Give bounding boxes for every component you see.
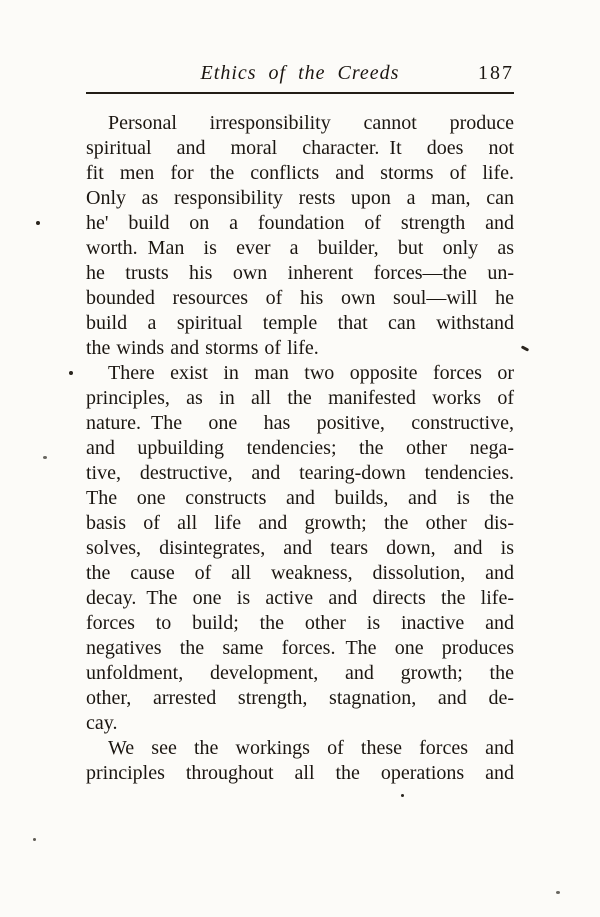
text-line: negatives the same forces. The one produces [86,637,514,659]
text-line: spiritual and moral character. It does not [86,137,514,159]
scan-speck [43,456,47,459]
scan-speck [69,371,73,375]
text-line: cay. [86,712,118,734]
text-line: nature. The one has positive, constructive, [86,412,514,434]
text-line: worth. Man is ever a builder, but only as [86,237,514,259]
text-line: unfoldment, development, and growth; the [86,662,514,684]
scan-speck [521,345,529,351]
text-line: other, arrested strength, stagnation, and de- [86,687,514,709]
text-line: he trusts his own inherent forces—the un- [86,262,514,284]
text-line: decay. The one is active and directs the life- [86,587,514,609]
text-column [86,62,514,786]
chapter-title: Ethics of the Creeds [200,62,400,84]
text-line: the winds and storms of life. [86,337,319,359]
text-line: fit men for the conflicts and storms of life. [86,162,514,184]
text-line: basis of all life and growth; the other dis- [86,512,514,534]
paragraph [86,361,514,736]
text-line: solves, disintegrates, and tears down, and is [86,537,514,559]
text-line: forces to build; the other is inactive and [86,612,514,634]
text-line: Personal irresponsibility cannot produce [108,112,514,134]
text-line: bounded resources of his own soul—will he [86,287,514,309]
scan-speck [401,794,404,797]
scan-speck [556,891,560,894]
text-line: and upbuilding tendencies; the other nega- [86,437,514,459]
text-line: principles throughout all the operations and [86,762,514,784]
paragraph [86,736,514,786]
text-line: principles, as in all the manifested works of [86,387,514,409]
text-line: We see the workings of these forces and [108,737,514,759]
text-line: he' build on a foundation of strength and [86,212,514,234]
text-line: There exist in man two opposite forces or [108,362,514,384]
page-number: 187 [478,62,514,84]
scan-speck [36,221,40,225]
scan-speck [33,838,36,841]
body-text [86,94,514,786]
text-line: the cause of all weakness, dissolution, and [86,562,514,584]
paragraph [86,111,514,361]
text-line: tive, destructive, and tearing-down tendencies. [86,462,514,484]
text-line: The one constructs and builds, and is the [86,487,514,509]
text-line: Only as responsibility rests upon a man, can [86,187,514,209]
running-head [86,62,514,94]
text-line: build a spiritual temple that can withstand [86,312,514,334]
